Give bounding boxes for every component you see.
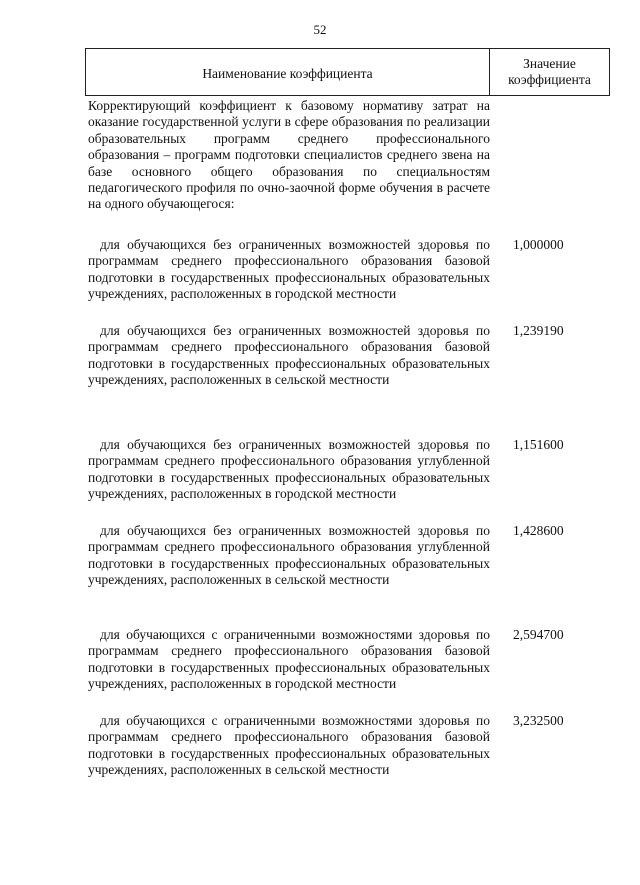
page-number: 52	[313, 22, 327, 37]
row-description: для обучающихся без ограниченных возможностей здоровья по программам среднего профессионального образования углубленной подготовки в государственных профессиональных образовательных учреждениях, расположенных в городской местности	[88, 437, 490, 502]
table-row	[88, 323, 608, 389]
row-description: для обучающихся с ограниченными возможностями здоровья по программам среднего профессионального образования базовой подготовки в государственных профессиональных образовательных учреждениях, расположенных в сельской местности	[88, 713, 490, 778]
table-row	[88, 523, 608, 589]
header-value-line2: коэффициента	[508, 72, 591, 87]
intro-paragraph: Корректирующий коэффициент к базовому нормативу затрат на оказание государственной услуги в сфере образования по реализации образовательных программ среднего профессионального образования – программ подготовки специалистов среднего звена на базе основного общего образования по специальностям педагогического профиля по очно-заочной форме обучения в расчете на одного обучающегося:	[88, 98, 490, 212]
row-value: 1,239190	[513, 323, 564, 338]
header-coefficient-value	[490, 49, 609, 95]
row-description: для обучающихся без ограниченных возможностей здоровья по программам среднего профессионального образования базовой подготовки в государственных профессиональных образовательных учреждениях, расположенных в сельской местности	[88, 323, 490, 388]
table-row	[88, 713, 608, 779]
row-description: для обучающихся без ограниченных возможностей здоровья по программам среднего профессионального образования углубленной подготовки в государственных профессиональных образовательных учреждениях, расположенных в сельской местности	[88, 523, 490, 588]
table-header	[85, 48, 610, 96]
table-row	[88, 237, 608, 303]
row-description: для обучающихся с ограниченными возможностями здоровья по программам среднего профессионального образования базовой подготовки в государственных профессиональных образовательных учреждениях, расположенных в городской местности	[88, 627, 490, 692]
table-row	[88, 627, 608, 693]
header-value-line1: Значение	[523, 56, 576, 71]
row-value: 1,428600	[513, 523, 564, 538]
row-value: 1,000000	[513, 237, 564, 252]
row-value: 2,594700	[513, 627, 564, 642]
row-description: для обучающихся без ограниченных возможностей здоровья по программам среднего профессионального образования базовой подготовки в государственных профессиональных образовательных учреждениях, расположенных в городской местности	[88, 237, 490, 302]
header-coefficient-name: Наименование коэффициента	[86, 49, 490, 95]
row-value: 1,151600	[513, 437, 564, 452]
table-row	[88, 437, 608, 503]
row-value: 3,232500	[513, 713, 564, 728]
